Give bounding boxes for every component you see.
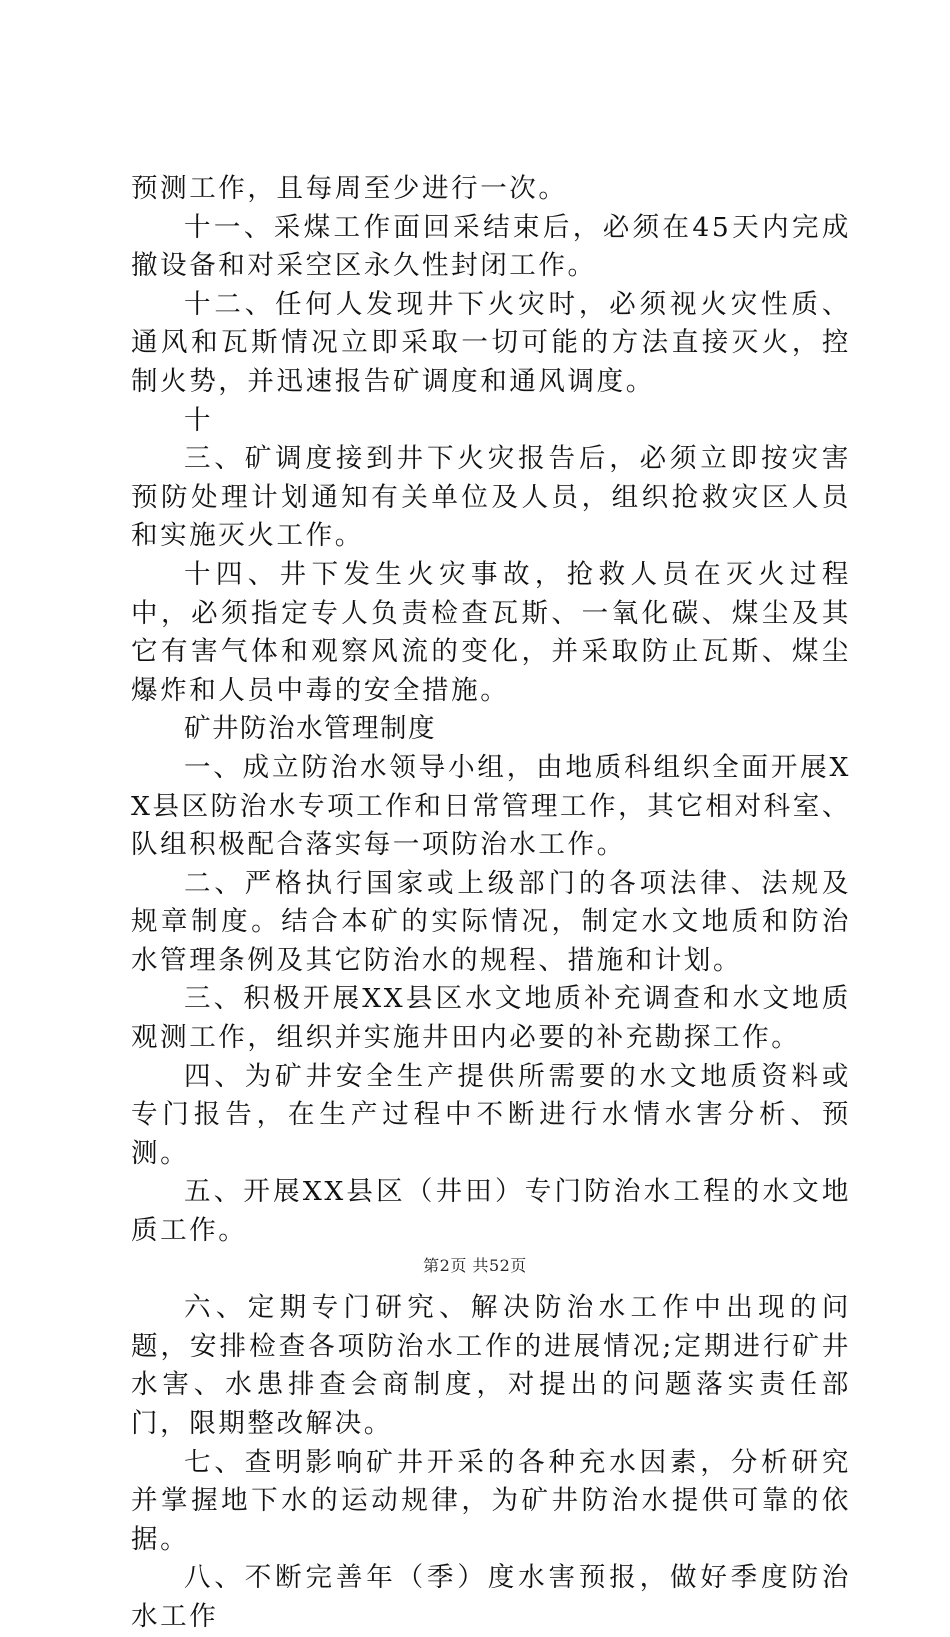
paragraph-water-item-1: 一、成立防治水领导小组，由地质科组织全面开展XX县区防治水专项工作和日常管理工作，其它相对科室、队组积极配合落实每一项防治水工作。	[131, 751, 851, 861]
document-body	[131, 170, 851, 1637]
paragraph-item-13: 三、矿调度接到井下火灾报告后，必须立即按灾害预防处理计划通知有关单位及人员，组织抢救灾区人员和实施灭火工作。	[131, 443, 851, 552]
paragraph-item-12: 十二、任何人发现井下火灾时，必须视火灾性质、通风和瓦斯情况立即采取一切可能的方法直接灭火，控制火势，并迅速报告矿调度和通风调度。	[131, 288, 851, 397]
paragraph-water-item-7: 七、查明影响矿井开采的各种充水因素，分析研究并掌握地下水的运动规律，为矿井防治水提供可靠的依据。	[131, 1446, 851, 1555]
paragraph-water-item-8: 八、不断完善年（季）度水害预报，做好季度防治水工作	[131, 1562, 851, 1632]
paragraph-water-item-6: 六、定期专门研究、解决防治水工作中出现的问题，安排检查各项防治水工作的进展情况;定期进行矿井水害、水患排查会商制度，对提出的问题落实责任部门，限期整改解决。	[131, 1292, 851, 1439]
page-number-footer: 第2页 共52页	[423, 1256, 527, 1275]
section-heading: 矿井防治水管理制度	[184, 713, 436, 745]
paragraph-item-11: 十一、采煤工作面回采结束后，必须在45天内完成撤设备和对采空区永久性封闭工作。	[131, 211, 851, 282]
paragraph-water-item-3: 三、积极开展XX县区水文地质补充调查和水文地质观测工作，组织并实施井田内必要的补充勘探工作。	[131, 983, 851, 1054]
paragraph-fragment-ten: 十	[184, 404, 214, 436]
paragraph-water-item-5: 五、开展XX县区（井田）专门防治水工程的水文地质工作。	[131, 1176, 851, 1247]
paragraph-water-item-4: 四、为矿井安全生产提供所需要的水文地质资料或专门报告，在生产过程中不断进行水情水害分析、预测。	[131, 1060, 851, 1169]
paragraph-continuation: 预测工作，且每周至少进行一次。	[131, 173, 568, 204]
paragraph-item-14: 十四、井下发生火灾事故，抢救人员在灭火过程中，必须指定专人负责检查瓦斯、一氧化碳、煤尘及其它有害气体和观察风流的变化，并采取防止瓦斯、煤尘爆炸和人员中毒的安全措施。	[131, 558, 851, 706]
paragraph-water-item-2: 二、严格执行国家或上级部门的各项法律、法规及规章制度。结合本矿的实际情况，制定水文地质和防治水管理条例及其它防治水的规程、措施和计划。	[131, 867, 851, 976]
